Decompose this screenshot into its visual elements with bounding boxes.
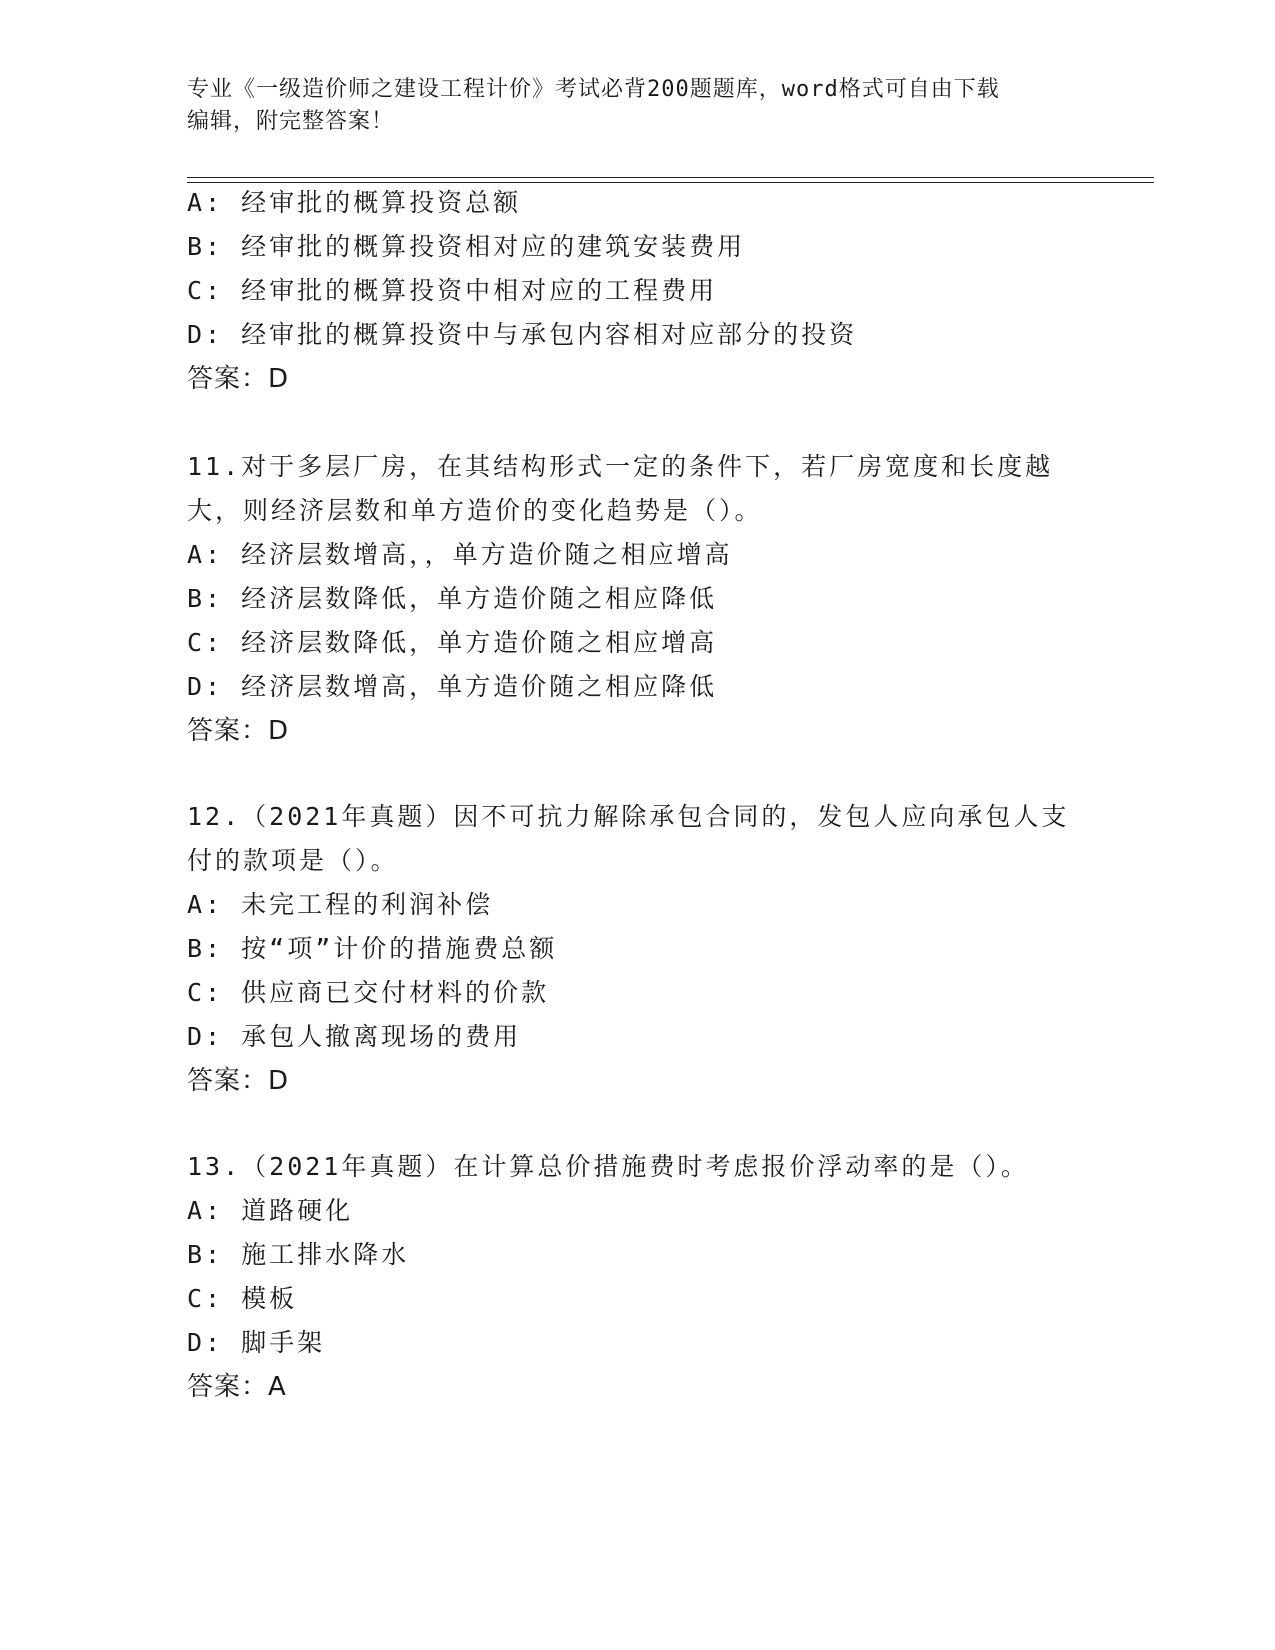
document-header xyxy=(187,74,1067,138)
q10-answer: 答案：D xyxy=(187,364,290,394)
q11-stem-line-2: 大，则经济层数和单方造价的变化趋势是（）。 xyxy=(187,496,763,525)
q13-option-b: B: 施工排水降水 xyxy=(187,1240,410,1269)
q10-option-b: B: 经审批的概算投资相对应的建筑安装费用 xyxy=(187,232,746,261)
q10-option-c: C: 经审批的概算投资中相对应的工程费用 xyxy=(187,276,718,305)
q13-answer: 答案：A xyxy=(187,1372,287,1402)
q11-option-d: D: 经济层数增高，单方造价随之相应降低 xyxy=(187,672,718,701)
q11-option-c: C: 经济层数降低，单方造价随之相应增高 xyxy=(187,628,718,657)
q10-option-a: A: 经审批的概算投资总额 xyxy=(187,188,522,217)
q12-stem-line-2: 付的款项是（）。 xyxy=(187,846,399,875)
q12-option-d: D: 承包人撤离现场的费用 xyxy=(187,1022,522,1051)
q11-stem-line-1: 11.对于多层厂房，在其结构形式一定的条件下，若厂房宽度和长度越 xyxy=(187,452,1054,481)
q12-stem-line-1: 12.（2021年真题）因不可抗力解除承包合同的，发包人应向承包人支 xyxy=(187,802,1070,831)
header-title-line-2: 编辑，附完整答案！ xyxy=(187,109,395,134)
header-title-line-1: 专业《一级造价师之建设工程计价》考试必背200题题库，word格式可自由下载 xyxy=(187,77,1000,102)
q12-option-c: C: 供应商已交付材料的价款 xyxy=(187,978,550,1007)
q12-option-b: B: 按“项”计价的措施费总额 xyxy=(187,934,558,963)
header-divider-top xyxy=(187,177,1154,178)
q11-option-b: B: 经济层数降低，单方造价随之相应降低 xyxy=(187,584,718,613)
q12-option-a: A: 未完工程的利润补偿 xyxy=(187,890,494,919)
q10-option-d: D: 经审批的概算投资中与承包内容相对应部分的投资 xyxy=(187,320,858,349)
q12-answer: 答案：D xyxy=(187,1066,290,1096)
q11-answer: 答案：D xyxy=(187,716,290,746)
q13-option-a: A: 道路硬化 xyxy=(187,1196,354,1225)
header-divider-bottom xyxy=(187,182,1154,183)
q13-option-d: D: 脚手架 xyxy=(187,1328,326,1357)
q11-option-a: A: 经济层数增高，，单方造价随之相应增高 xyxy=(187,540,733,569)
q13-option-c: C: 模板 xyxy=(187,1284,298,1313)
q13-stem-line-1: 13.（2021年真题）在计算总价措施费时考虑报价浮动率的是（）。 xyxy=(187,1152,1029,1181)
